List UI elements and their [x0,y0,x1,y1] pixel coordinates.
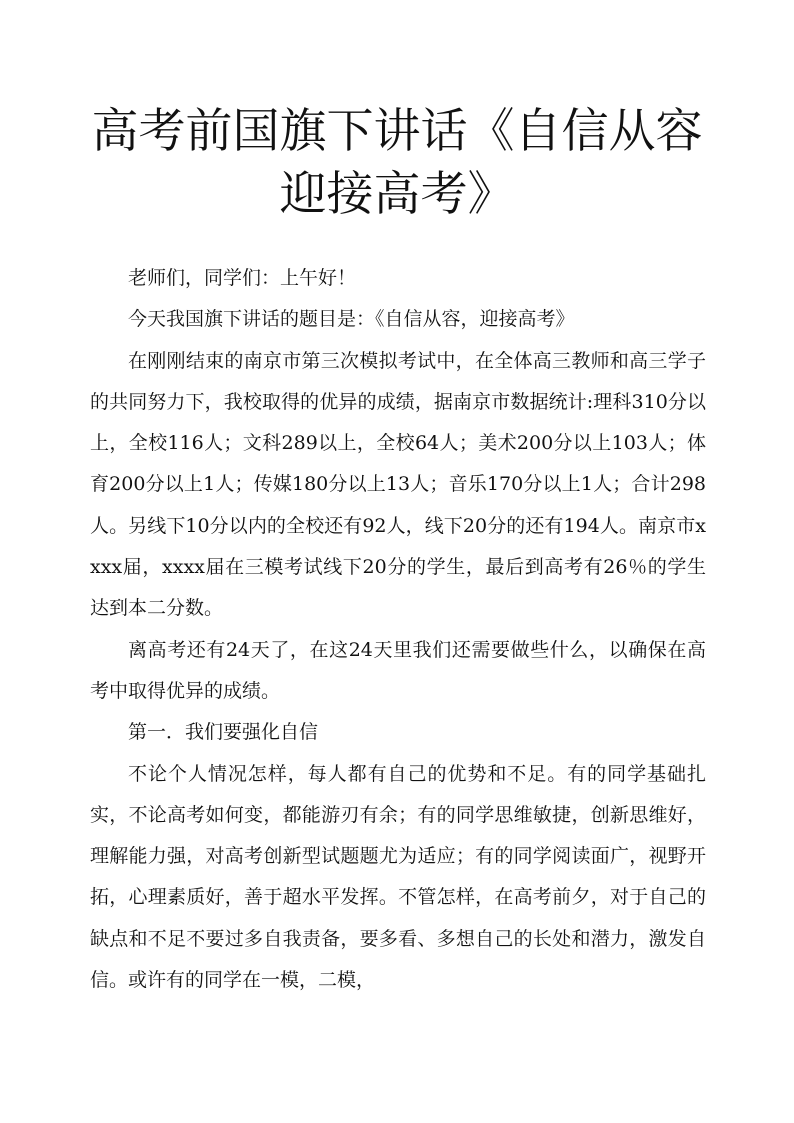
countdown-paragraph: 离高考还有24天了，在这24天里我们还需要做些什么，以确保在高考中取得优异的成绩。 [90,638,706,702]
results-paragraph: 在刚刚结束的南京市第三次模拟考试中，在全体高三教师和高三学子的共同努力下，我校取得的优异的成绩，据南京市数据统计:理科310分以上，全校116人；文科289以上，全校64人；美术200分以上103人；体育200分以上1人；传媒180分以上13人；音乐170分以上1人；合计298人。另线下10分以内的全校还有92人，线下20分的还有194人。南京市xxxx届，xxxx届在三模考试线下20分的学生，最后到高考有26％的学生达到本二分数。 [90,349,706,620]
title-line-1: 高考前国旗下讲话《自信从容 [91,104,703,159]
greeting-paragraph: 老师们，同学们：上午好！ [128,267,357,289]
topic-paragraph: 今天我国旗下讲话的题目是：《自信从容，迎接高考》 [128,308,575,331]
document-body [90,258,706,1001]
confidence-paragraph: 不论个人情况怎样，每人都有自己的优势和不足。有的同学基础扎实，不论高考如何变，都能游刃有余；有的同学思维敏捷，创新思维好，理解能力强，对高考创新型试题题尤为适应；有的同学阅读面广，视野开拓，心理素质好，善于超水平发挥。不管怎样，在高考前夕，对于自己的缺点和不足不要过多自我责备，要多看、多想自己的长处和潜力，激发自信。或许有的同学在一模，二模， [90,762,706,992]
section-heading-1: 第一．我们要强化自信 [128,721,319,744]
title-line-2: 迎接高考》 [279,167,515,222]
document-title [0,100,794,226]
